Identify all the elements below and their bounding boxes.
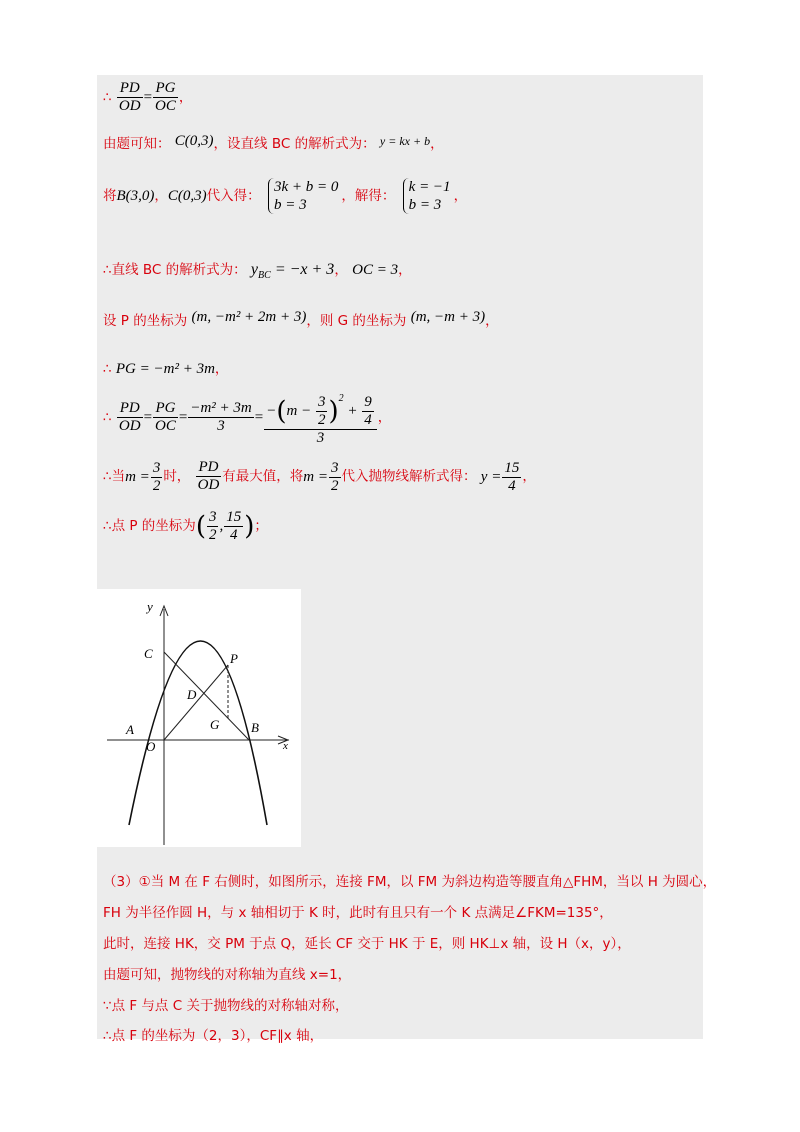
label-g: G — [210, 717, 220, 732]
label-x: x — [283, 740, 288, 752]
label-a: A — [126, 722, 134, 737]
label-o: O — [146, 739, 156, 754]
fraction-vertex-form: −(m − $\frac{3}{2}$ )$^2$ + $\frac{9}{4}$ 3 — [264, 388, 377, 447]
fraction-pd-od-2: $\frac{PD}{OD}$ — [118, 400, 141, 435]
label-b: B — [251, 720, 259, 735]
y-value: y = $\frac{15}{4}$ — [480, 459, 520, 494]
line-maximum: ∴当m = $\frac{3}{2}$ 时， $\frac{PD}{OD}$ 有最大值，将m = $\frac{3}{2}$ 代入抛物线解析式得： y = $\frac{15}{4}$ ， — [103, 459, 536, 494]
paragraph3-line-1: （3）①当 M 在 F 右侧时，如图所示，连接 FM，以 FM 为斜边构造等腰直角△FHM，当以 H 为圆心， — [103, 874, 717, 890]
p-final-coordinate: ( $\frac{3}{2}$ , $\frac{15}{4}$ ) — [195, 509, 255, 543]
line-given-c: 由题可知： C(0,3)，设直线 BC 的解析式为： y = kx + b， — [103, 133, 444, 152]
parabola-curve — [129, 641, 267, 825]
paragraph3-line-5: ∵点 F 与点 C 关于抛物线的对称轴对称， — [103, 998, 349, 1014]
m-value: m = $\frac{3}{2}$ — [125, 459, 161, 494]
fraction-pd-od: $\frac{PD}{OD}$ — [118, 80, 141, 114]
paragraph3-line-2: FH 为半径作圆 H，与 x 轴相切于 K 时，此时有且只有一个 K 点满足∠FKM=135°， — [103, 905, 613, 921]
oc-value: OC = 3 — [352, 262, 399, 278]
fraction-pg-oc-2: $\frac{PG}{OC}$ — [155, 400, 176, 435]
line-ratio: ∴ $\frac{PD}{OD}$ = $\frac{PG}{OC}$ ， — [103, 80, 193, 114]
label-c: C — [144, 646, 153, 661]
g-coordinate: (m, −m + 3) — [410, 309, 486, 325]
fraction-expanded: $\frac{\text{−m² + 3m}}{3}$ — [190, 400, 252, 435]
p-coordinate: (m, −m² + 2m + 3) — [191, 309, 307, 325]
line-equation: y = kx + b — [379, 134, 431, 148]
parabola-figure — [97, 589, 301, 847]
fraction-pd-od-3: $\frac{PD}{OD}$ — [197, 459, 220, 493]
solution-panel — [97, 75, 703, 1039]
point-b: B(3,0) — [116, 188, 155, 204]
line-pg: ∴ PG = −m² + 3m， — [103, 361, 229, 377]
pg-expression: PG = −m² + 3m — [115, 361, 215, 377]
y-bc-expression: $y_{BC} = -x + 3$ — [250, 261, 335, 282]
line-substitute: 将B(3,0)，C(0,3)代入得： 3k + b = 0 b = 3 ，解得： k = −1 b = 3 ， — [103, 179, 468, 213]
paragraph3-line-3: 此时，连接 HK，交 PM 于点 Q，延长 CF 交于 HK 于 E，则 HK⊥x 轴，设 H（x，y）， — [103, 936, 631, 952]
fraction-pg-oc: $\frac{PG}{OC}$ — [155, 80, 176, 114]
label-p: P — [230, 651, 238, 666]
parabola-diagram — [97, 589, 301, 847]
point-c-2: C(0,3) — [167, 188, 207, 204]
equation-system-2: k = −1 b = 3 — [403, 178, 451, 214]
line-point-p: ∴点 P 的坐标为( $\frac{3}{2}$ , $\frac{15}{4}$ )； — [103, 509, 268, 543]
line-coordinates: 设 P 的坐标为 (m, −m² + 2m + 3)，则 G 的坐标为 (m, −m + 3)， — [103, 309, 499, 329]
paragraph3-line-4: 由题可知，抛物线的对称轴为直线 x=1， — [103, 967, 352, 983]
point-c: C(0,3) — [174, 133, 214, 149]
equation-system-1: 3k + b = 0 b = 3 — [268, 178, 338, 214]
m-value-2: m = $\frac{3}{2}$ — [303, 459, 339, 494]
paragraph3-line-6: ∴点 F 的坐标为（2，3），CF∥x 轴， — [103, 1028, 324, 1044]
line-bc-equation: ∴直线 BC 的解析式为： $y_{BC} = -x + 3$， OC = 3， — [103, 261, 412, 282]
therefore-symbol: ∴ — [103, 89, 112, 106]
line-ratio-expanded: ∴ $\frac{PD}{OD}$ = $\frac{PG}{OC}$ = $\frac{\text{−m² + 3m}}{3}$ = −(m − $\frac{3}{2}$ )$^2$ + $\frac{9}{4}$ 3 ， — [103, 388, 391, 447]
label-d: D — [187, 687, 197, 702]
label-y: y — [147, 599, 153, 614]
